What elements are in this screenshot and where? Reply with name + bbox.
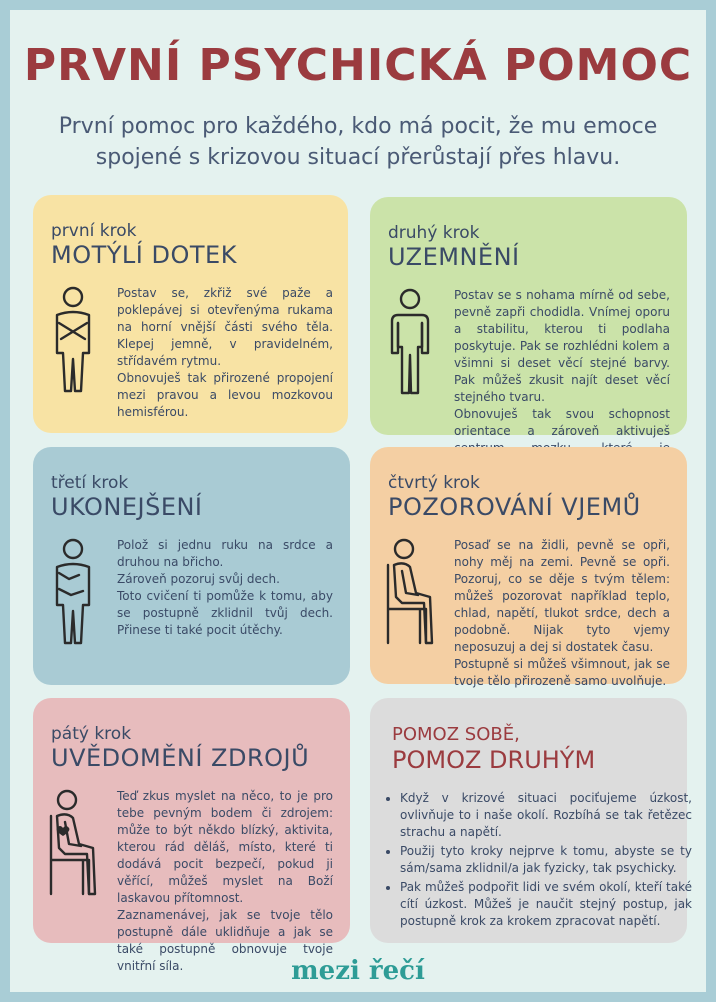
card-text (454, 287, 670, 474)
help-title-line2: POMOZ DRUHÝM (392, 746, 596, 774)
card-text (454, 537, 670, 690)
step-label: čtvrtý krok (388, 473, 480, 493)
step-label: druhý krok (388, 223, 480, 243)
list-item: • Když v krizové situaci pociťujeme úzkost, ovlivňuje to i naše okolí. Rozbíhá se tak řetězec strachu a napětí. (400, 790, 692, 841)
card-heading: UVĚDOMĚNÍ ZDROJŮ (51, 744, 310, 772)
step-label: pátý krok (51, 724, 132, 744)
card-heading: POZOROVÁNÍ VJEMŮ (388, 493, 641, 521)
paragraph: Polož si jednu ruku na srdce a druhou na břicho. (117, 538, 333, 569)
paragraph: Postav se s nohama mírně od sebe, pevně zapři chodidla. Vnímej oporu a stabilitu, kterou ti podlaha poskytuje. Pak se rozhlédni kolem a všimni si deset věcí stejné barvy. Pak můžeš zkusit najít deset věcí stejného tvaru. (454, 288, 670, 404)
step-label: třetí krok (51, 473, 129, 493)
paragraph: Toto cvičení ti pomůže k tomu, aby se postupně zklidnil tvůj dech. Přinese ti také pocit útěchy. (117, 589, 333, 637)
list-item: • Pak můžeš podpořit lidi ve svém okolí, kteří také cítí úzkost. Můžeš je naučit stejný postup, jak postupně krok za krokem zpracovat napětí. (400, 879, 692, 930)
paragraph: Zároveň pozoruj svůj dech. (117, 572, 280, 586)
paragraph: Posaď se na židli, pevně se opři, nohy měj na zemi. Pevně se opři. Pozoruj, co se děje s tvým tělem: můžeš pozorovat například teplo, chlad, napětí, tlukot srdce, dech a podobně. Nijak tyto vjemy neposuzuj a dej si dostatek času. (454, 538, 670, 654)
poster (10, 10, 706, 992)
list-item: • Použij tyto kroky nejprve k tomu, abyste se ty sám/sama zklidnil/a jak fyzicky, tak psychicky. (400, 843, 692, 877)
seated-figure-heart-icon (45, 788, 101, 898)
page-title: PRVNÍ PSYCHICKÁ POMOC (23, 40, 693, 91)
card-heading: MOTÝLÍ DOTEK (51, 241, 237, 269)
card-text (117, 788, 333, 975)
help-bullet-list (384, 790, 692, 932)
paragraph: Zaznamenávej, jak se tvoje tělo postupně dále uklidňuje a jak se také postupně obnovuje tvoje vnitřní síla. (117, 908, 333, 973)
standing-figure-icon (382, 287, 438, 397)
card-text (117, 285, 333, 421)
card-text (117, 537, 333, 639)
card-resources (33, 698, 350, 973)
page-subtitle: První pomoc pro každého, kdo má pocit, že mu emoce spojené s krizovou situací přerůstají přes hlavu. (58, 114, 658, 170)
seated-figure-icon (382, 537, 438, 647)
paragraph: Obnovuješ tak svou schopnost orientace a zároveň aktivuješ (454, 407, 670, 438)
butterfly-hug-figure-icon (45, 285, 101, 395)
card-sensations (370, 447, 687, 688)
paragraph: Postupně si můžeš všimnout, jak se tvoje tělo přirozeně samo uvolňuje. (454, 657, 670, 688)
help-title-line1: POMOZ SOBĚ, (392, 724, 520, 745)
paragraph: Obnovuješ tak přirozené propojení mezi pravou a levou mozkovou hemisférou. (117, 371, 333, 419)
card-butterfly-hug (33, 195, 348, 433)
card-help-others (370, 698, 692, 943)
card-heading: UZEMNĚNÍ (388, 243, 520, 271)
paragraph: Teď zkus myslet na něco, to je pro tebe pevným bodem či zdrojem: může to být někdo blízký, aktivita, kterou rád děláš, místo, které ti dodává pocit bezpečí, pokud ji věřící, můžeš myslet na Boží laskavou přítomnost. (117, 789, 333, 905)
card-soothing (33, 447, 350, 685)
brand-logo: mezi řečí (291, 956, 425, 986)
paragraph: Postav se, zkřiž své paže a poklepávej si otevřenýma rukama na horní vnější části svého těla. Klepej jemně, v pravidelném, střídavém rytmu. (117, 286, 333, 368)
hand-on-heart-figure-icon (45, 537, 101, 647)
card-grounding (370, 197, 687, 438)
card-heading: UKONEJŠENÍ (51, 493, 203, 521)
step-label: první krok (51, 221, 137, 241)
